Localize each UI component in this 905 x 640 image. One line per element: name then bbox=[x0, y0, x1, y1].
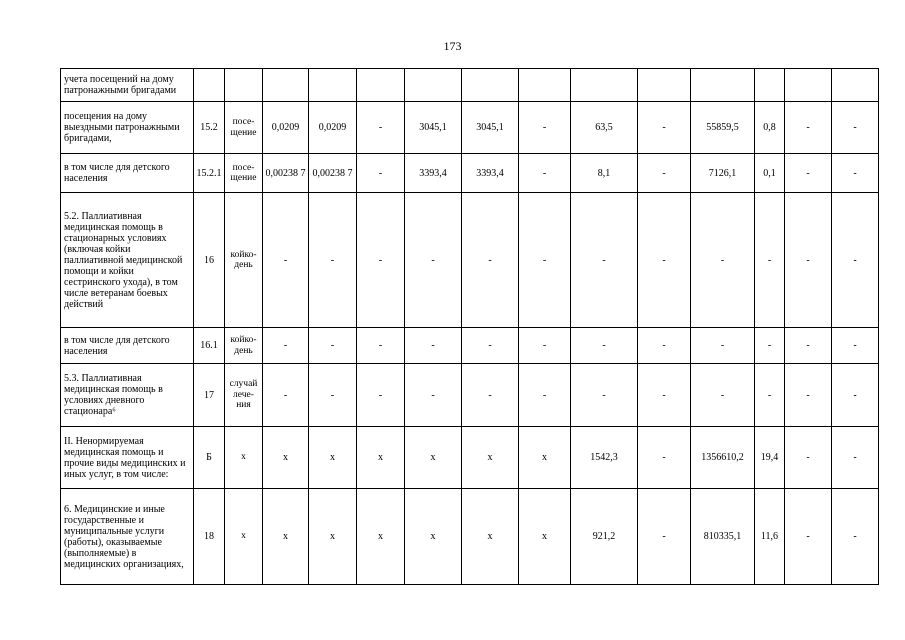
table-cell: - bbox=[638, 489, 691, 585]
table-cell bbox=[832, 69, 879, 102]
table-cell: 18 bbox=[194, 489, 225, 585]
table-cell: - bbox=[638, 102, 691, 154]
table-cell: - bbox=[832, 427, 879, 489]
table-cell: - bbox=[357, 102, 405, 154]
unit-cell: посе-щение bbox=[225, 154, 263, 193]
table-cell bbox=[194, 69, 225, 102]
table-cell bbox=[755, 69, 785, 102]
table-cell: - bbox=[357, 364, 405, 427]
unit-cell: посе-щение bbox=[225, 102, 263, 154]
row-name-cell: 5.2. Паллиативная медицинская помощь в стационарных условиях (включая койки паллиативной медицинской помощи и койки сестринского ухода), в том числе ветеранам боевых действий bbox=[61, 193, 194, 328]
table-cell: 55859,5 bbox=[691, 102, 755, 154]
table-cell: - bbox=[519, 364, 571, 427]
table-cell: - bbox=[309, 364, 357, 427]
table-cell: 15.2 bbox=[194, 102, 225, 154]
table-cell: 11,6 bbox=[755, 489, 785, 585]
table-row bbox=[61, 193, 879, 328]
table-cell: 3045,1 bbox=[462, 102, 519, 154]
table-cell: 1542,3 bbox=[571, 427, 638, 489]
table-cell: 8,1 bbox=[571, 154, 638, 193]
table-row bbox=[61, 154, 879, 193]
table-cell: - bbox=[638, 193, 691, 328]
table-cell: - bbox=[832, 102, 879, 154]
table-cell bbox=[357, 69, 405, 102]
row-name-cell: 6. Медицинские и иные государственные и муниципальные услуги (работы), оказываемые (выполняемые) в медицинских организациях, bbox=[61, 489, 194, 585]
table-cell: 3393,4 bbox=[462, 154, 519, 193]
table-cell: 63,5 bbox=[571, 102, 638, 154]
table-cell bbox=[263, 69, 309, 102]
table-cell: - bbox=[462, 364, 519, 427]
cost-table bbox=[60, 68, 879, 585]
table-cell: 0,0209 bbox=[263, 102, 309, 154]
table-cell: - bbox=[462, 328, 519, 364]
row-name-cell: II. Ненормируемая медицинская помощь и прочие виды медицинских и иных услуг, в том числе: bbox=[61, 427, 194, 489]
table-cell: 0,0209 bbox=[309, 102, 357, 154]
table-cell: 19,4 bbox=[755, 427, 785, 489]
table-cell bbox=[571, 69, 638, 102]
unit-cell: койко-день bbox=[225, 328, 263, 364]
table-cell: - bbox=[691, 193, 755, 328]
table-cell bbox=[519, 69, 571, 102]
table-row bbox=[61, 328, 879, 364]
table-cell: - bbox=[405, 364, 462, 427]
table-cell: - bbox=[832, 154, 879, 193]
table-cell bbox=[462, 69, 519, 102]
table-row bbox=[61, 427, 879, 489]
unit-cell: х bbox=[225, 489, 263, 585]
table-cell: - bbox=[519, 102, 571, 154]
table-cell: 3393,4 bbox=[405, 154, 462, 193]
table-cell: - bbox=[832, 489, 879, 585]
table-cell: - bbox=[785, 328, 832, 364]
table-cell bbox=[638, 69, 691, 102]
table-cell: х bbox=[263, 427, 309, 489]
table-cell: - bbox=[405, 328, 462, 364]
unit-cell: х bbox=[225, 427, 263, 489]
table-row bbox=[61, 364, 879, 427]
table-cell: 1356610,2 bbox=[691, 427, 755, 489]
table-cell: - bbox=[357, 193, 405, 328]
table-cell: - bbox=[357, 328, 405, 364]
table-cell: - bbox=[519, 154, 571, 193]
table-row bbox=[61, 102, 879, 154]
table-cell: - bbox=[519, 328, 571, 364]
row-name-cell: в том числе для детского населения bbox=[61, 328, 194, 364]
table-cell bbox=[309, 69, 357, 102]
unit-cell: случай лече-ния bbox=[225, 364, 263, 427]
row-name-cell: 5.3. Паллиативная медицинская помощь в условиях дневного стационара⁶ bbox=[61, 364, 194, 427]
table-cell: - bbox=[571, 364, 638, 427]
row-name-cell: учета посещений на дому патронажными бригадами bbox=[61, 69, 194, 102]
unit-cell bbox=[225, 69, 263, 102]
table-cell: 16 bbox=[194, 193, 225, 328]
table-cell: - bbox=[832, 193, 879, 328]
table-cell: х bbox=[309, 427, 357, 489]
table-cell: х bbox=[357, 427, 405, 489]
table-cell: х bbox=[357, 489, 405, 585]
table-cell: - bbox=[263, 364, 309, 427]
table-cell: - bbox=[519, 193, 571, 328]
table-cell bbox=[405, 69, 462, 102]
table-cell: - bbox=[755, 364, 785, 427]
table-cell: - bbox=[571, 193, 638, 328]
table-cell: 0,1 bbox=[755, 154, 785, 193]
table-cell: - bbox=[755, 193, 785, 328]
table-cell: - bbox=[785, 427, 832, 489]
table-cell: 7126,1 bbox=[691, 154, 755, 193]
table-cell: - bbox=[832, 328, 879, 364]
table-cell: - bbox=[691, 364, 755, 427]
table-cell: - bbox=[832, 364, 879, 427]
table-cell: - bbox=[755, 328, 785, 364]
table-cell: 0,00238 7 bbox=[263, 154, 309, 193]
table-cell: х bbox=[462, 427, 519, 489]
table-cell: 0,00238 7 bbox=[309, 154, 357, 193]
table-cell: х bbox=[462, 489, 519, 585]
table-cell: - bbox=[357, 154, 405, 193]
table-cell: - bbox=[309, 328, 357, 364]
table-cell: х bbox=[309, 489, 357, 585]
table-cell: х bbox=[405, 427, 462, 489]
table-cell bbox=[691, 69, 755, 102]
table-cell: х bbox=[519, 427, 571, 489]
unit-cell: койко-день bbox=[225, 193, 263, 328]
table-cell: - bbox=[785, 193, 832, 328]
table-cell: - bbox=[638, 427, 691, 489]
table-cell: х bbox=[263, 489, 309, 585]
table-cell: - bbox=[785, 364, 832, 427]
table-cell: 3045,1 bbox=[405, 102, 462, 154]
table-cell: - bbox=[638, 154, 691, 193]
table-row bbox=[61, 69, 879, 102]
table-cell: Б bbox=[194, 427, 225, 489]
table-cell: - bbox=[785, 102, 832, 154]
table-cell: - bbox=[263, 328, 309, 364]
table-cell: - bbox=[638, 328, 691, 364]
page-number: 173 bbox=[443, 39, 462, 53]
table-cell: 921,2 bbox=[571, 489, 638, 585]
table-cell: 16.1 bbox=[194, 328, 225, 364]
table-cell: 15.2.1 bbox=[194, 154, 225, 193]
table-cell bbox=[785, 69, 832, 102]
row-name-cell: в том числе для детского населения bbox=[61, 154, 194, 193]
row-name-cell: посещения на дому выездными патронажными бригадами, bbox=[61, 102, 194, 154]
table-cell: - bbox=[785, 154, 832, 193]
table-cell: - bbox=[691, 328, 755, 364]
table-cell: - bbox=[785, 489, 832, 585]
table-body bbox=[61, 69, 879, 585]
table-cell: х bbox=[405, 489, 462, 585]
table-cell: - bbox=[638, 364, 691, 427]
table-cell: х bbox=[519, 489, 571, 585]
table-cell: - bbox=[263, 193, 309, 328]
table-cell: 17 bbox=[194, 364, 225, 427]
table-cell: 0,8 bbox=[755, 102, 785, 154]
table-cell: - bbox=[309, 193, 357, 328]
table-cell: - bbox=[462, 193, 519, 328]
table-cell: 810335,1 bbox=[691, 489, 755, 585]
table-cell: - bbox=[571, 328, 638, 364]
table-cell: - bbox=[405, 193, 462, 328]
table-row bbox=[61, 489, 879, 585]
